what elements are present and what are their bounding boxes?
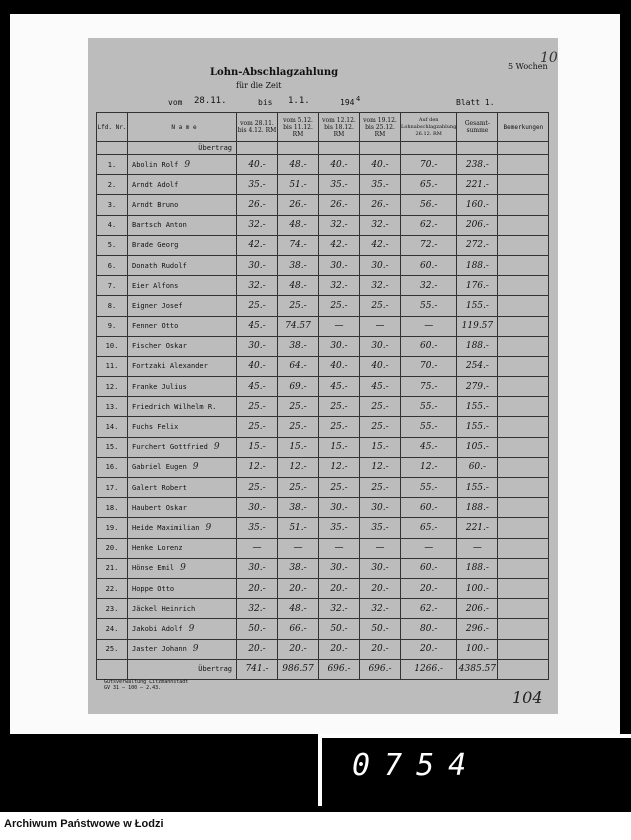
row-p2: 38.- [278,336,319,356]
row-p2: 26.- [278,195,319,215]
table-row [97,316,549,336]
row-name: Furchert Gottfried 9 [128,437,237,457]
carry-label: Übertrag [128,142,237,155]
row-total: 160.- [457,195,498,215]
row-p5: — [401,538,457,558]
col-remarks: Bemerkungen [498,113,549,142]
row-p5: 72.- [401,235,457,255]
row-p5: 62.- [401,215,457,235]
col-p4: vom 19.12. bis 25.12. RM [360,113,401,142]
row-p1: 32.- [237,215,278,235]
row-p4: 30.- [360,498,401,518]
total-p5: 1266.- [401,659,457,679]
row-p5: 20.- [401,578,457,598]
row-name: Eigner Josef [128,296,237,316]
table-row [97,195,549,215]
row-p3: 35.- [319,175,360,195]
row-name: Friedrich Wilhelm R. [128,397,237,417]
row-nr: 23. [97,599,128,619]
row-p5: 20.- [401,639,457,659]
row-p2: 64.- [278,356,319,376]
row-total: — [457,538,498,558]
total-p4: 696.- [360,659,401,679]
row-nr: 7. [97,276,128,296]
row-p2: 48.- [278,215,319,235]
page-signature: 104 [512,688,543,707]
row-p5: 56.- [401,195,457,215]
year: 194 [340,98,355,107]
row-name: Franke Julius [128,377,237,397]
row-p4: 30.- [360,336,401,356]
row-remarks [498,397,549,417]
row-remarks [498,639,549,659]
row-name: Fenner Otto [128,316,237,336]
wage-table [96,112,549,680]
row-total: 188.- [457,558,498,578]
row-p1: 25.- [237,397,278,417]
col-p1: vom 28.11. bis 4.12. RM [237,113,278,142]
row-total: 238.- [457,155,498,175]
row-nr: 8. [97,296,128,316]
row-total: 100.- [457,639,498,659]
row-name: Henke Lorenz [128,538,237,558]
row-remarks [498,316,549,336]
bis-label: bis [258,98,273,107]
table-row [97,356,549,376]
row-name: Jakobi Adolf 9 [128,619,237,639]
row-p1: 32.- [237,276,278,296]
row-name: Hönse Emil 9 [128,558,237,578]
row-p4: — [360,316,401,336]
row-name: Galert Robert [128,478,237,498]
total-p2: 986.57 [278,659,319,679]
row-p5: 62.- [401,599,457,619]
row-p3: 35.- [319,518,360,538]
row-p3: 32.- [319,215,360,235]
row-nr: 12. [97,377,128,397]
row-nr: 18. [97,498,128,518]
page-annotation: 10 [540,50,558,66]
row-nr: 20. [97,538,128,558]
row-p4: 45.- [360,377,401,397]
blatt-label: Blatt 1. [456,98,495,107]
row-p2: 74.- [278,235,319,255]
row-p3: 45.- [319,377,360,397]
row-nr: 19. [97,518,128,538]
row-p5: 55.- [401,478,457,498]
table-row [97,155,549,175]
row-p4: 35.- [360,175,401,195]
row-p2: 15.- [278,437,319,457]
row-p1: 45.- [237,377,278,397]
table-row [97,639,549,659]
row-total: 206.- [457,215,498,235]
row-p3: 32.- [319,599,360,619]
row-remarks [498,478,549,498]
row-p3: 40.- [319,356,360,376]
bis-value: 1.1. [288,96,310,106]
row-total: 221.- [457,518,498,538]
table-row [97,235,549,255]
row-total: 221.- [457,175,498,195]
row-p1: 35.- [237,518,278,538]
row-p3: 25.- [319,397,360,417]
row-nr: 21. [97,558,128,578]
row-mark: 9 [192,462,199,473]
row-p1: 30.- [237,336,278,356]
row-mark: 9 [184,159,191,170]
row-p3: 12.- [319,457,360,477]
row-p3: 25.- [319,296,360,316]
row-nr: 6. [97,255,128,275]
table-row [97,215,549,235]
row-remarks [498,578,549,598]
table-row [97,336,549,356]
row-p5: 65.- [401,518,457,538]
row-remarks [498,437,549,457]
row-name: Arndt Adolf [128,175,237,195]
row-p5: 60.- [401,255,457,275]
row-nr: 25. [97,639,128,659]
row-p4: 25.- [360,417,401,437]
row-p2: 25.- [278,417,319,437]
row-p4: 26.- [360,195,401,215]
row-p2: 38.- [278,498,319,518]
row-p3: 40.- [319,155,360,175]
row-total: 100.- [457,578,498,598]
row-p5: 60.- [401,498,457,518]
row-total: 279.- [457,377,498,397]
row-p3: — [319,538,360,558]
row-total: 155.- [457,296,498,316]
row-p3: 30.- [319,336,360,356]
row-p4: 32.- [360,276,401,296]
row-p1: 15.- [237,437,278,457]
form-title: Lohn-Abschlagzahlung [210,67,339,78]
totals-label: Übertrag [128,659,237,679]
row-p5: 60.- [401,336,457,356]
row-name: Abolin Rolf 9 [128,155,237,175]
row-total: 206.- [457,599,498,619]
row-p2: 38.- [278,255,319,275]
row-name: Eier Alfons [128,276,237,296]
table-row [97,457,549,477]
table-row [97,397,549,417]
row-p1: 45.- [237,316,278,336]
row-mark: 9 [188,623,195,634]
row-p2: 51.- [278,175,319,195]
row-p1: 25.- [237,417,278,437]
row-nr: 9. [97,316,128,336]
row-nr: 5. [97,235,128,255]
row-p5: 80.- [401,619,457,639]
table-row [97,558,549,578]
row-p4: 35.- [360,518,401,538]
totals-row [97,659,549,679]
row-nr: 13. [97,397,128,417]
row-p1: 35.- [237,175,278,195]
col-nr: Lfd. Nr. [97,113,128,142]
table-row [97,578,549,598]
row-p3: — [319,316,360,336]
row-name: Brade Georg [128,235,237,255]
row-p3: 25.- [319,478,360,498]
row-p4: 40.- [360,356,401,376]
row-total: 272.- [457,235,498,255]
table-row [97,175,549,195]
row-name: Jäckel Heinrich [128,599,237,619]
table-row [97,478,549,498]
row-p5: 55.- [401,417,457,437]
row-p1: 12.- [237,457,278,477]
row-p1: 25.- [237,296,278,316]
row-p2: 38.- [278,558,319,578]
row-nr: 22. [97,578,128,598]
col-name: N a m e [128,113,237,142]
row-remarks [498,255,549,275]
row-p4: 15.- [360,437,401,457]
row-p3: 30.- [319,255,360,275]
row-nr: 16. [97,457,128,477]
row-total: 188.- [457,336,498,356]
row-total: 105.- [457,437,498,457]
row-p3: 20.- [319,639,360,659]
row-p1: 32.- [237,599,278,619]
row-remarks [498,558,549,578]
row-name: Jaster Johann 9 [128,639,237,659]
col-p2: vom 5.12. bis 11.12. RM [278,113,319,142]
row-p2: — [278,538,319,558]
vom-label: vom [168,98,183,107]
row-p4: 20.- [360,639,401,659]
row-p5: 70.- [401,155,457,175]
row-total: 155.- [457,417,498,437]
row-p3: 50.- [319,619,360,639]
table-header [97,113,549,142]
row-nr: 17. [97,478,128,498]
table-row [97,417,549,437]
row-p2: 20.- [278,578,319,598]
row-p3: 20.- [319,578,360,598]
year-suffix: 4 [356,95,361,103]
table-row [97,276,549,296]
row-remarks [498,296,549,316]
table-row [97,296,549,316]
row-p2: 12.- [278,457,319,477]
carry-row [97,142,549,155]
row-p2: 20.- [278,639,319,659]
row-p3: 25.- [319,417,360,437]
row-p1: — [237,538,278,558]
col-total: Gesamt-summe [457,113,498,142]
row-p1: 50.- [237,619,278,639]
row-nr: 1. [97,155,128,175]
row-total: 155.- [457,478,498,498]
row-p4: — [360,538,401,558]
row-p1: 26.- [237,195,278,215]
row-p2: 74.57 [278,316,319,336]
footer-line-2: GV 31 — 100 — 2.43. [104,685,162,691]
row-mark: 9 [192,644,199,655]
row-p2: 48.- [278,155,319,175]
row-nr: 14. [97,417,128,437]
row-p2: 69.- [278,377,319,397]
row-p5: 70.- [401,356,457,376]
row-p4: 25.- [360,397,401,417]
row-nr: 3. [97,195,128,215]
row-total: 176.- [457,276,498,296]
row-p4: 32.- [360,215,401,235]
row-nr: 4. [97,215,128,235]
footer-line-1: Gutsverwaltung Litzmannstadt [104,679,189,685]
row-total: 296.- [457,619,498,639]
row-remarks [498,215,549,235]
row-name: Donath Rudolf [128,255,237,275]
table-row [97,377,549,397]
row-p5: 12.- [401,457,457,477]
col-p3: vom 12.12. bis 18.12. RM [319,113,360,142]
row-p5: 45.- [401,437,457,457]
table-row [97,255,549,275]
total-sum: 4385.57 [457,659,498,679]
row-p4: 40.- [360,155,401,175]
row-remarks [498,457,549,477]
row-p2: 66.- [278,619,319,639]
row-p3: 26.- [319,195,360,215]
table-row [97,437,549,457]
row-remarks [498,518,549,538]
table-row [97,538,549,558]
total-p3: 696.- [319,659,360,679]
row-nr: 15. [97,437,128,457]
row-p2: 25.- [278,397,319,417]
row-remarks [498,276,549,296]
row-p5: — [401,316,457,336]
row-mark: 9 [180,563,186,574]
row-p5: 32.- [401,276,457,296]
row-p4: 50.- [360,619,401,639]
row-name: Fischer Oskar [128,336,237,356]
row-p1: 20.- [237,639,278,659]
row-p4: 30.- [360,255,401,275]
row-p4: 42.- [360,235,401,255]
row-p1: 30.- [237,558,278,578]
row-nr: 11. [97,356,128,376]
row-p2: 48.- [278,276,319,296]
row-p1: 20.- [237,578,278,598]
row-p1: 30.- [237,255,278,275]
row-name: Fuchs Felix [128,417,237,437]
row-p1: 40.- [237,356,278,376]
row-name: Heide Maximilian 9 [128,518,237,538]
row-p5: 60.- [401,558,457,578]
row-name: Arndt Bruno [128,195,237,215]
table-row [97,599,549,619]
table-row [97,518,549,538]
row-remarks [498,336,549,356]
row-p1: 42.- [237,235,278,255]
row-p4: 30.- [360,558,401,578]
row-p2: 51.- [278,518,319,538]
row-p4: 25.- [360,478,401,498]
row-remarks [498,175,549,195]
row-p3: 15.- [319,437,360,457]
row-mark: 9 [205,522,212,533]
row-remarks [498,356,549,376]
row-remarks [498,195,549,215]
row-name: Gabriel Eugen 9 [128,457,237,477]
row-remarks [498,155,549,175]
row-total: 188.- [457,498,498,518]
row-remarks [498,498,549,518]
row-name: Fortzaki Alexander [128,356,237,376]
row-remarks [498,235,549,255]
row-p5: 75.- [401,377,457,397]
row-p1: 25.- [237,478,278,498]
row-p5: 55.- [401,296,457,316]
total-p1: 741.- [237,659,278,679]
row-mark: 9 [213,442,220,453]
row-total: 60.- [457,457,498,477]
row-p2: 25.- [278,478,319,498]
row-total: 254.- [457,356,498,376]
row-p2: 25.- [278,296,319,316]
row-p1: 40.- [237,155,278,175]
table-row [97,498,549,518]
row-remarks [498,417,549,437]
row-remarks [498,619,549,639]
vom-value: 28.11. [194,96,227,106]
row-name: Hoppe Otto [128,578,237,598]
row-p5: 65.- [401,175,457,195]
weeks-label: 5 Wochen [508,62,548,71]
row-total: 119.57 [457,316,498,336]
row-total: 155.- [457,397,498,417]
row-nr: 10. [97,336,128,356]
row-p3: 42.- [319,235,360,255]
archive-label: Archiwum Państwowe w Łodzi [4,818,164,830]
row-p3: 30.- [319,558,360,578]
row-nr: 24. [97,619,128,639]
row-p2: 48.- [278,599,319,619]
row-remarks [498,377,549,397]
row-p1: 30.- [237,498,278,518]
row-name: Haubert Oskar [128,498,237,518]
row-p5: 55.- [401,397,457,417]
row-total: 188.- [457,255,498,275]
row-name: Bartsch Anton [128,215,237,235]
stamp-number: 0754 [352,748,481,783]
form-subtitle: für die Zeit [236,81,282,90]
col-p5: Auf den Lohnabschlagzahlung 26.12. RM [401,113,457,142]
row-p3: 32.- [319,276,360,296]
row-p3: 30.- [319,498,360,518]
row-p4: 12.- [360,457,401,477]
row-nr: 2. [97,175,128,195]
table-row [97,619,549,639]
row-remarks [498,538,549,558]
row-p4: 20.- [360,578,401,598]
row-p4: 32.- [360,599,401,619]
form-footer [104,679,188,691]
row-p4: 25.- [360,296,401,316]
row-remarks [498,599,549,619]
